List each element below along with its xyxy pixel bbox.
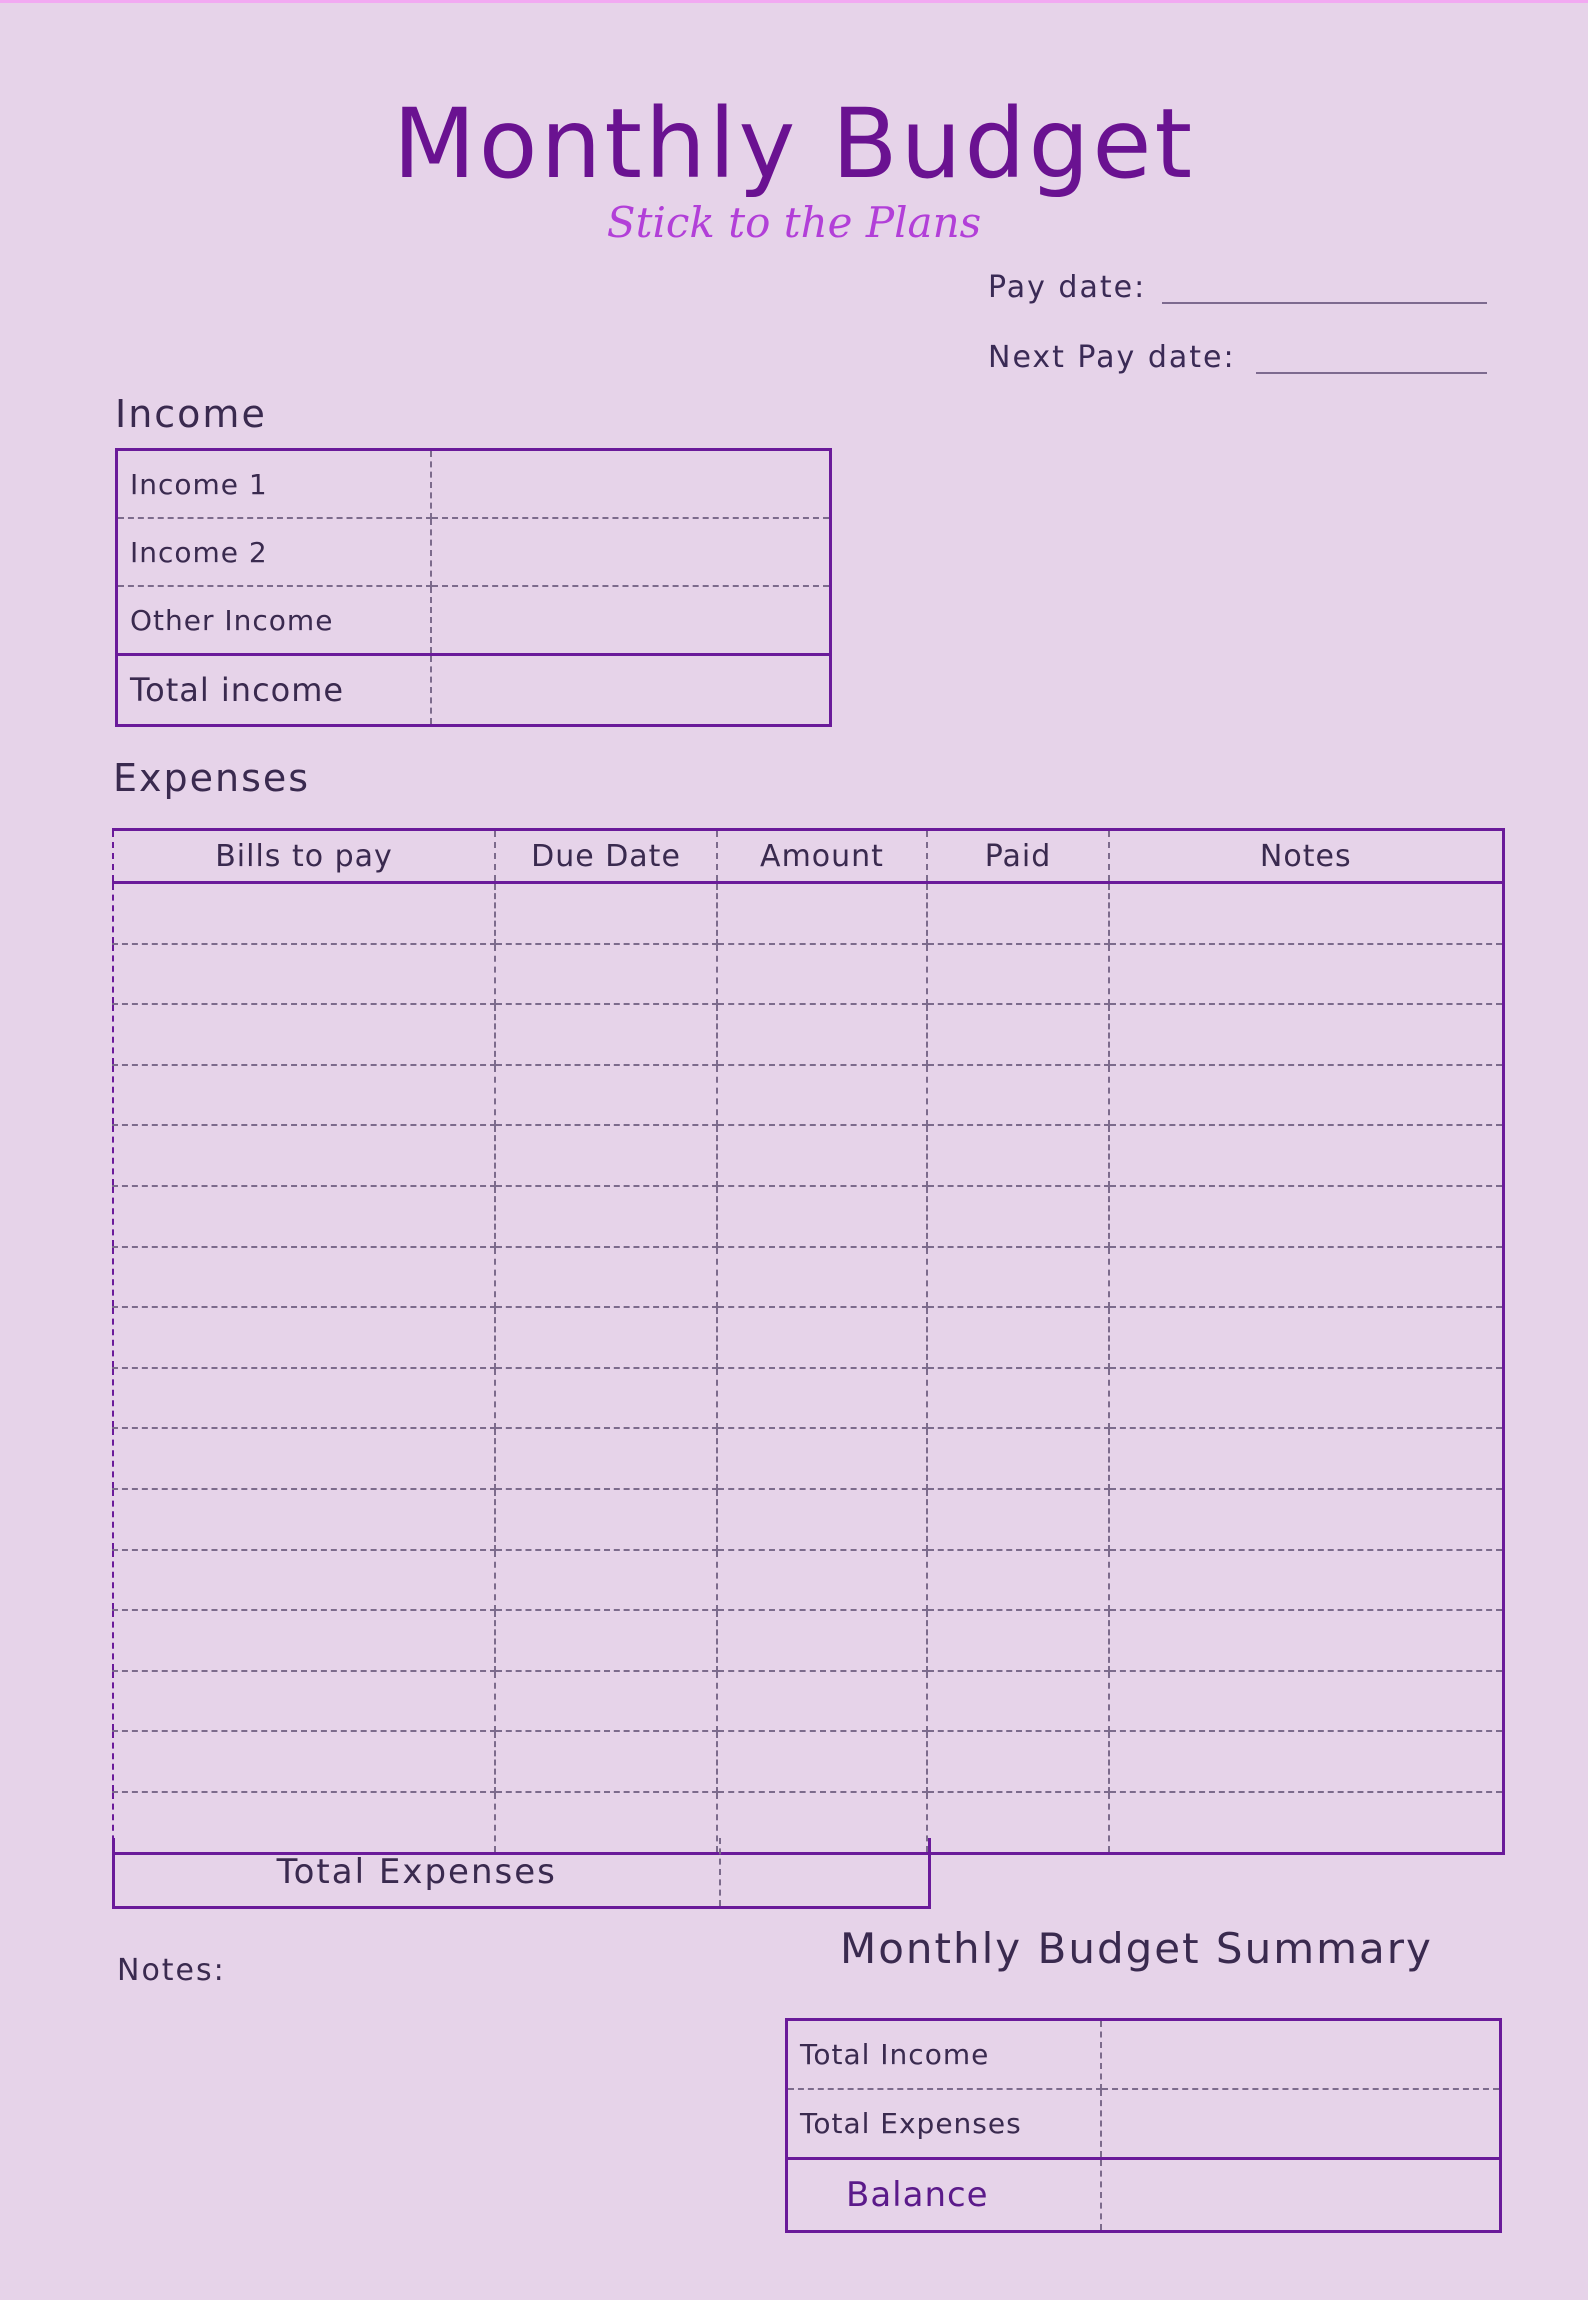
expense-cell-amount[interactable] <box>717 1610 927 1671</box>
expense-cell-notes[interactable] <box>1109 1247 1503 1308</box>
summary-row <box>787 2089 1501 2159</box>
expense-cell-bills[interactable] <box>113 1186 495 1247</box>
expense-cell-bills[interactable] <box>113 883 495 944</box>
total-expenses-table <box>112 1838 931 1909</box>
expense-cell-due-date[interactable] <box>495 1428 717 1489</box>
expense-cell-paid[interactable] <box>927 1004 1109 1065</box>
income-row-value[interactable] <box>431 450 831 519</box>
expense-cell-notes[interactable] <box>1109 1368 1503 1429</box>
expense-cell-bills[interactable] <box>113 1368 495 1429</box>
top-border-line <box>0 0 1588 3</box>
income-row-label: Income 2 <box>117 518 431 586</box>
expenses-section-label: Expenses <box>113 756 311 800</box>
income-row <box>117 450 831 519</box>
expense-cell-notes[interactable] <box>1109 1489 1503 1550</box>
expense-row <box>113 1550 1503 1611</box>
column-header-paid: Paid <box>927 830 1109 883</box>
summary-row <box>787 2020 1501 2090</box>
total-expenses-row <box>114 1838 930 1908</box>
summary-row-label: Total Income <box>787 2020 1101 2090</box>
expense-cell-paid[interactable] <box>927 944 1109 1005</box>
expense-cell-paid[interactable] <box>927 1247 1109 1308</box>
expense-row <box>113 1671 1503 1732</box>
expense-cell-bills[interactable] <box>113 1428 495 1489</box>
expense-cell-paid[interactable] <box>927 1065 1109 1126</box>
expense-cell-paid[interactable] <box>927 1307 1109 1368</box>
expense-cell-bills[interactable] <box>113 1065 495 1126</box>
expense-cell-notes[interactable] <box>1109 1307 1503 1368</box>
expense-cell-paid[interactable] <box>927 883 1109 944</box>
expense-cell-bills[interactable] <box>113 944 495 1005</box>
expense-row <box>113 944 1503 1005</box>
income-row-value[interactable] <box>431 586 831 655</box>
balance-label: Balance <box>787 2159 1101 2232</box>
expense-row <box>113 1610 1503 1671</box>
expense-cell-notes[interactable] <box>1109 944 1503 1005</box>
expense-cell-due-date[interactable] <box>495 1247 717 1308</box>
expense-cell-paid[interactable] <box>927 1368 1109 1429</box>
income-total-value[interactable] <box>431 655 831 726</box>
expense-cell-amount[interactable] <box>717 1004 927 1065</box>
income-table <box>115 448 832 727</box>
column-header-notes: Notes <box>1109 830 1503 883</box>
expense-cell-bills[interactable] <box>113 1247 495 1308</box>
page-title: Monthly Budget <box>392 88 1196 200</box>
pay-date-row <box>988 270 1498 305</box>
next-pay-date-field[interactable] <box>1256 372 1487 374</box>
expense-cell-notes[interactable] <box>1109 1065 1503 1126</box>
expense-cell-amount[interactable] <box>717 1307 927 1368</box>
pay-date-label: Pay date: <box>988 270 1147 305</box>
expense-cell-amount[interactable] <box>717 1671 927 1732</box>
expense-cell-bills[interactable] <box>113 1671 495 1732</box>
expense-cell-amount[interactable] <box>717 1247 927 1308</box>
column-header-amount: Amount <box>717 830 927 883</box>
expense-cell-bills[interactable] <box>113 1731 495 1792</box>
expense-cell-notes[interactable] <box>1109 1671 1503 1732</box>
expense-cell-amount[interactable] <box>717 944 927 1005</box>
expense-cell-paid[interactable] <box>927 1671 1109 1732</box>
expense-cell-bills[interactable] <box>113 1550 495 1611</box>
expense-cell-paid[interactable] <box>927 1610 1109 1671</box>
income-row <box>117 586 831 655</box>
expense-cell-bills[interactable] <box>113 1125 495 1186</box>
page-tagline: Stick to the Plans <box>606 198 982 247</box>
pay-date-field[interactable] <box>1162 302 1487 304</box>
expense-cell-due-date[interactable] <box>495 1004 717 1065</box>
expense-cell-paid[interactable] <box>927 1428 1109 1489</box>
expense-cell-due-date[interactable] <box>495 1671 717 1732</box>
expense-cell-amount[interactable] <box>717 1428 927 1489</box>
expense-cell-notes[interactable] <box>1109 1004 1503 1065</box>
expense-cell-notes[interactable] <box>1109 1125 1503 1186</box>
expense-cell-due-date[interactable] <box>495 1368 717 1429</box>
expense-cell-amount[interactable] <box>717 1125 927 1186</box>
expense-cell-due-date[interactable] <box>495 1610 717 1671</box>
expense-cell-due-date[interactable] <box>495 1489 717 1550</box>
expense-cell-notes[interactable] <box>1109 1186 1503 1247</box>
summary-table <box>785 2018 1502 2233</box>
expense-cell-due-date[interactable] <box>495 944 717 1005</box>
expense-row <box>113 1247 1503 1308</box>
expenses-header-row <box>113 830 1503 883</box>
summary-row-label: Total Expenses <box>787 2089 1101 2159</box>
income-total-label: Total income <box>117 655 431 726</box>
summary-balance-row <box>787 2159 1501 2232</box>
expense-row <box>113 1186 1503 1247</box>
expense-cell-notes[interactable] <box>1109 1731 1503 1792</box>
expense-row <box>113 1004 1503 1065</box>
income-section-label: Income <box>115 392 267 436</box>
expenses-table <box>112 828 1505 1855</box>
expense-cell-due-date[interactable] <box>495 1731 717 1792</box>
summary-row-value[interactable] <box>1101 2089 1501 2159</box>
expense-cell-bills[interactable] <box>113 1004 495 1065</box>
expense-cell-paid[interactable] <box>927 1489 1109 1550</box>
income-row-label: Income 1 <box>117 450 431 519</box>
expense-row <box>113 1307 1503 1368</box>
expense-row <box>113 1125 1503 1186</box>
expense-cell-notes[interactable] <box>1109 1428 1503 1489</box>
expense-cell-amount[interactable] <box>717 1186 927 1247</box>
summary-row-value[interactable] <box>1101 2020 1501 2090</box>
summary-title: Monthly Budget Summary <box>840 1924 1433 1973</box>
balance-value[interactable] <box>1101 2159 1501 2232</box>
income-total-row <box>117 655 831 726</box>
expense-row <box>113 1428 1503 1489</box>
column-header-bills: Bills to pay <box>113 830 495 883</box>
expense-cell-paid[interactable] <box>927 1125 1109 1186</box>
column-header-due-date: Due Date <box>495 830 717 883</box>
expense-cell-paid[interactable] <box>927 1550 1109 1611</box>
expense-cell-due-date[interactable] <box>495 1186 717 1247</box>
expense-row <box>113 1065 1503 1126</box>
expense-row <box>113 883 1503 944</box>
expense-cell-bills[interactable] <box>113 1307 495 1368</box>
expense-row <box>113 1731 1503 1792</box>
expense-cell-amount[interactable] <box>717 883 927 944</box>
total-expenses-label: Total Expenses <box>114 1838 720 1908</box>
expense-cell-due-date[interactable] <box>495 883 717 944</box>
expense-cell-bills[interactable] <box>113 1489 495 1550</box>
expense-cell-due-date[interactable] <box>495 1065 717 1126</box>
expense-row <box>113 1368 1503 1429</box>
expense-cell-paid[interactable] <box>927 1792 1109 1853</box>
expense-cell-bills[interactable] <box>113 1610 495 1671</box>
income-row-value[interactable] <box>431 518 831 586</box>
expense-cell-amount[interactable] <box>717 1731 927 1792</box>
expense-cell-notes[interactable] <box>1109 1610 1503 1671</box>
expense-cell-paid[interactable] <box>927 1186 1109 1247</box>
expense-cell-due-date[interactable] <box>495 1307 717 1368</box>
expense-row <box>113 1489 1503 1550</box>
expense-cell-amount[interactable] <box>717 1550 927 1611</box>
expense-cell-amount[interactable] <box>717 1368 927 1429</box>
expense-cell-amount[interactable] <box>717 1489 927 1550</box>
notes-label: Notes: <box>117 1953 226 1988</box>
expense-cell-due-date[interactable] <box>495 1550 717 1611</box>
expense-cell-due-date[interactable] <box>495 1125 717 1186</box>
next-pay-date-label: Next Pay date: <box>988 340 1236 375</box>
total-expenses-value[interactable] <box>720 1838 930 1908</box>
expense-cell-notes[interactable] <box>1109 883 1503 944</box>
expense-cell-paid[interactable] <box>927 1731 1109 1792</box>
expense-cell-notes[interactable] <box>1109 1792 1503 1853</box>
next-pay-date-row <box>988 340 1498 375</box>
income-row-label: Other Income <box>117 586 431 655</box>
expense-cell-amount[interactable] <box>717 1065 927 1126</box>
income-row <box>117 518 831 586</box>
expense-cell-notes[interactable] <box>1109 1550 1503 1611</box>
